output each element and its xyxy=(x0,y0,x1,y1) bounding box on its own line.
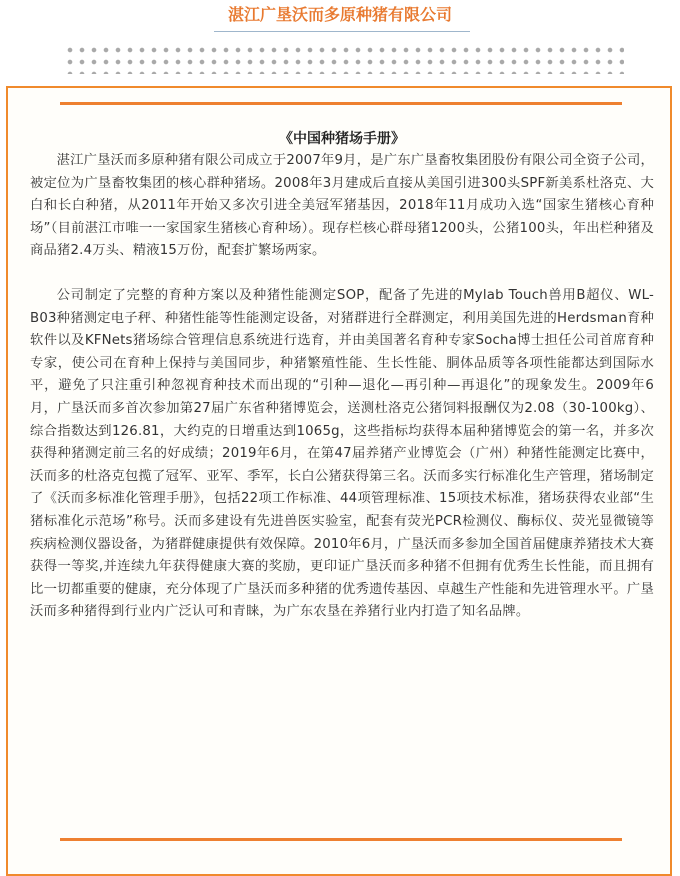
article-paragraph-details: 公司制定了完整的育种方案以及种猪性能测定SOP，配备了先进的Mylab Touch兽用B超仪、WL-B03种猪测定电子秤、种猪性能等性能测定设备，对猪群进行全群测定，利用美国先进的Herdsman育种软件以及KFNets猪场综合管理信息系统进行选育，并由美国著名育种专家Socha博士担任公司首席育种专家，使公司在育种上保持与美国同步，种猪繁殖性能、生长性能、胴体品质等各项性能都达到国际水平，避免了只注重引种忽视育种技术而出现的“引种—退化—再引种—再退化”的现象发生。2009年6月，广垦沃而多首次参加第27届广东省种猪博览会，送测杜洛克公猪饲料报酬仅为2.08（30-100kg）、综合指数达到126.81，大约克的日增重达到1065g，这些指标均获得本届种猪博览会的第一名，并多次获得种猪测定前三名的好成绩；2019年6月，在第47届养猪产业博览会（广州）种猪性能测定比赛中，沃而多的杜洛克包揽了冠军、亚军、季军，长白公猪获得第三名。沃而多实行标准化生产管理，猪场制定了《沃而多标准化管理手册》，包括22项工作标准、44项管理标准、15项技术标准，猪场获得农业部“生猪标准化示范场”称号。沃而多建设有先进兽医实验室，配套有荧光PCR检测仪、酶标仪、荧光显微镜等疾病检测仪器设备，为猪群健康提供有效保障。2010年6月，广垦沃而多参加全国首届健康养猪技术大赛获得一等奖,并连续九年获得健康大赛的奖励，更印证广垦沃而多种猪不但拥有优秀生长性能，而且拥有比一切都重要的健康，充分体现了广垦沃而多种猪的优秀遗传基因、卓越生产性能和先进管理水平。广垦沃而多种猪得到行业内广泛认可和青睐，为广东农垦在养猪行业内打造了知名品牌。 xyxy=(30,287,654,620)
header-underline-divider xyxy=(214,31,470,32)
dotted-decoration-band xyxy=(64,44,624,74)
article-title: 《中国种猪场手册》 xyxy=(279,131,405,147)
article-paragraph-intro: 湛江广垦沃而多原种猪有限公司成立于2007年9月，是广东广垦畜牧集团股份有限公司全资子公司，被定位为广垦畜牧集团的核心群种猪场。2008年3月建成后直接从美国引进300头SPF新美系杜洛克、大白和长白种猪，从2011年开始又多次引进全美冠军猪基因，2018年11月成功入选“国家生猪核心育种场”（目前湛江市唯一一家国家生猪核心育种场）。现存栏核心群母猪1200头，公猪100头，年出栏种猪及商品猪2.4万头、精液15万份，配套扩繁场两家。 xyxy=(30,153,654,259)
article-bottom-rule xyxy=(60,838,622,841)
article-content xyxy=(30,128,654,624)
article-top-rule xyxy=(60,102,622,105)
company-header-title: 湛江广垦沃而多原种猪有限公司 xyxy=(227,5,452,24)
